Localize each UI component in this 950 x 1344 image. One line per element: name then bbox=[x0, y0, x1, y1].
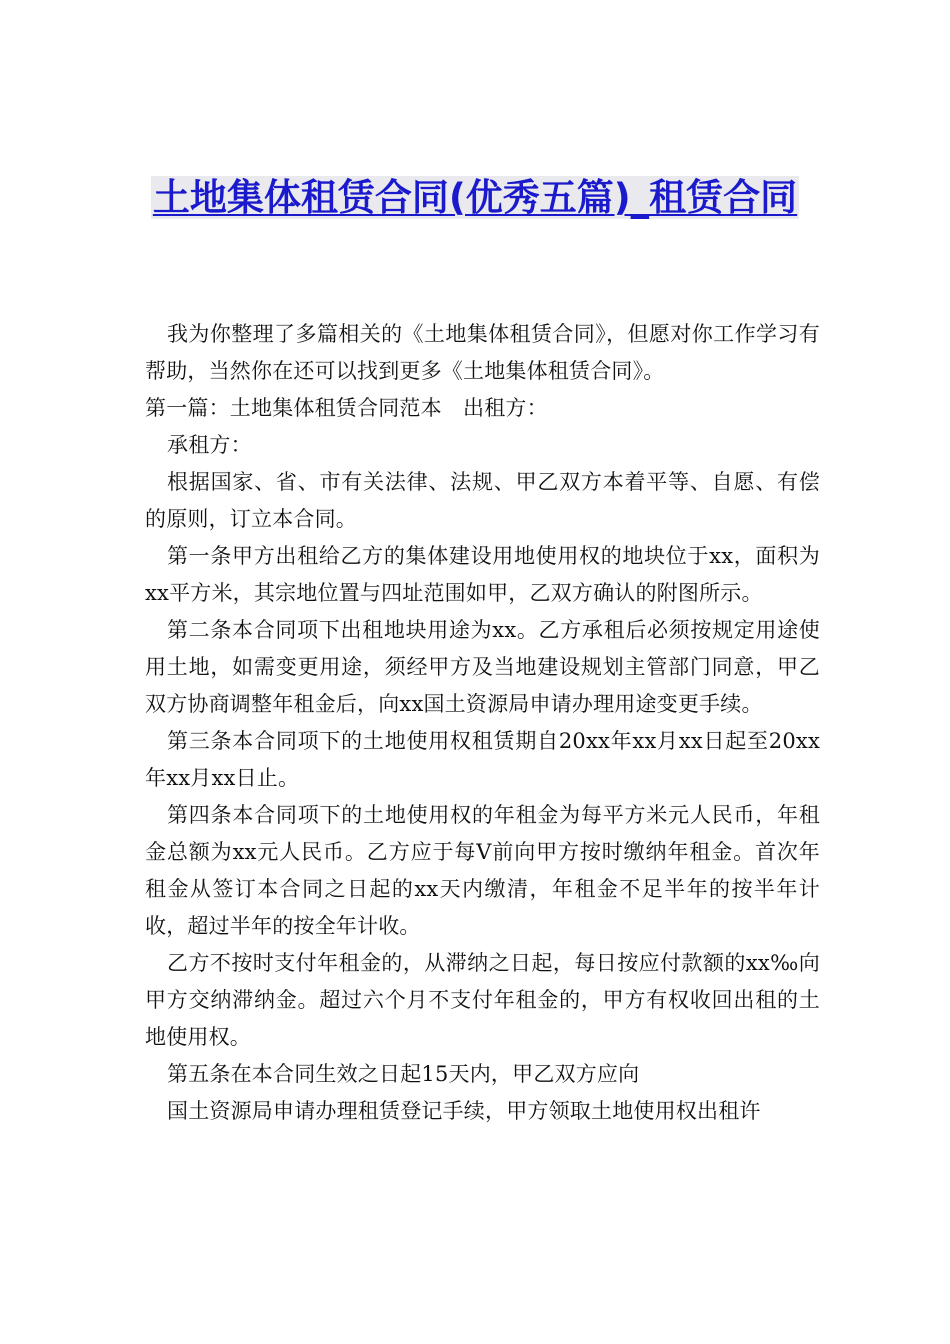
paragraph-late-fee: 乙方不按时支付年租金的，从滞纳之日起，每日按应付款额的xx‰向甲方交纳滞纳金。超过六个月不支付年租金的，甲方有权收回出租的土地使用权。 bbox=[145, 951, 820, 1049]
paragraph-article-1: 第一条甲方出租给乙方的集体建设用地使用权的地块位于xx，面积为xx平方米，其宗地位置与四址范围如甲，乙双方确认的附图所示。 bbox=[145, 544, 820, 605]
document-body bbox=[145, 316, 820, 1130]
paragraph-article-3: 第三条本合同项下的土地使用权租赁期自20xx年xx月xx日起至20xx年xx月xx日止。 bbox=[145, 729, 820, 790]
paragraph-article-5: 第五条在本合同生效之日起15天内，甲乙双方应向 bbox=[167, 1062, 640, 1086]
paragraph-lessee: 承租方： bbox=[167, 433, 252, 457]
paragraph-registration: 国土资源局申请办理租赁登记手续，甲方领取土地使用权出租许 bbox=[167, 1099, 761, 1123]
paragraph-chapter-one: 第一篇：土地集体租赁合同范本 出租方： bbox=[145, 396, 548, 420]
paragraph-article-2: 第二条本合同项下出租地块用途为xx。乙方承租后必须按规定用途使用土地，如需变更用途，须经甲方及当地建设规划主管部门同意，甲乙双方协商调整年租金后，向xx国土资源局申请办理用途变更手续。 bbox=[145, 618, 820, 716]
paragraph-intro: 我为你整理了多篇相关的《土地集体租赁合同》，但愿对你工作学习有帮助，当然你在还可以找到更多《土地集体租赁合同》。 bbox=[145, 322, 820, 383]
paragraph-article-4: 第四条本合同项下的土地使用权的年租金为每平方米元人民币，年租金总额为xx元人民币。乙方应于每V前向甲方按时缴纳年租金。首次年租金从签订本合同之日起的xx天内缴清，年租金不足半年的按半年计收，超过半年的按全年计收。 bbox=[145, 803, 820, 938]
document-title: 土地集体租赁合同(优秀五篇)_租赁合同 bbox=[152, 176, 798, 219]
title-container bbox=[140, 170, 810, 226]
paragraph-basis: 根据国家、省、市有关法律、法规、甲乙双方本着平等、自愿、有偿的原则，订立本合同。 bbox=[145, 470, 820, 531]
